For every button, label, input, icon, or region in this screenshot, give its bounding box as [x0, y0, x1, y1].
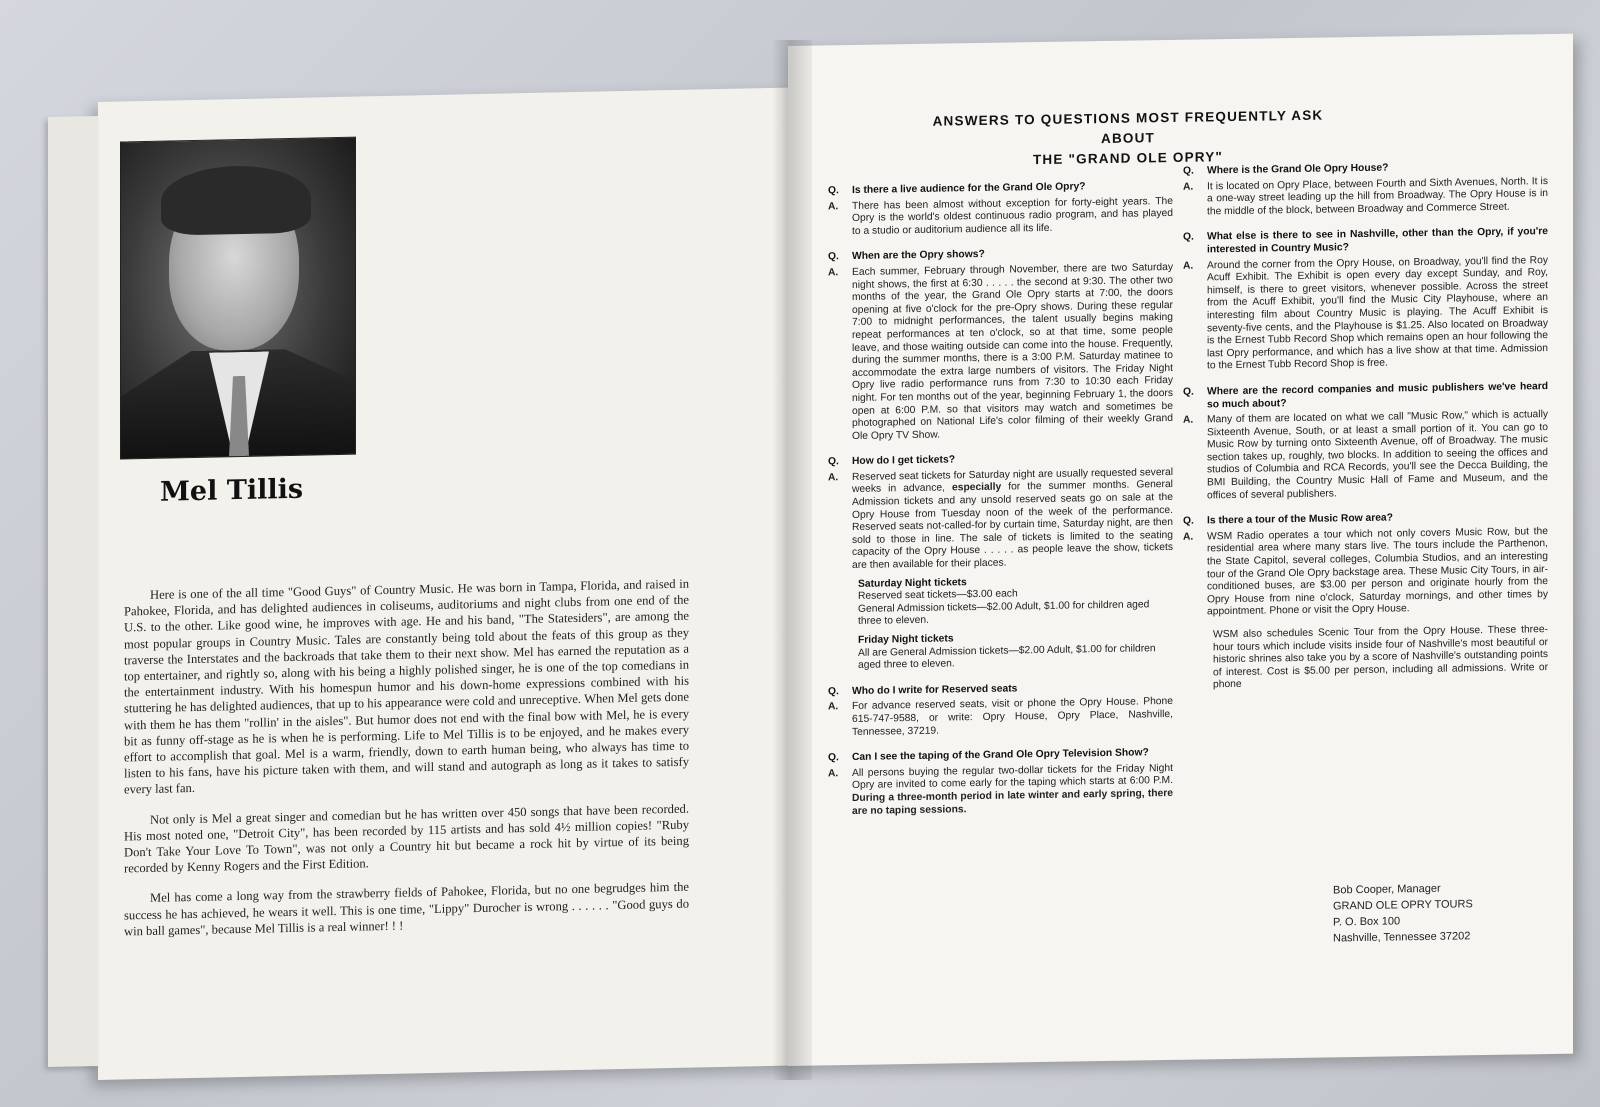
portrait-photo — [120, 137, 356, 460]
biography-text — [124, 576, 689, 954]
faq-item: Q. Where are the record companies and music publishers we've heard so much about? A. Many of them are located on what we call "Music Row," which is actually Sixteenth Avenue, South, or at least a small portion of it. You can go to Music Row by turning onto Sixteenth Avenue, off of Broadway. The music section takes up, roughly, two blocks. In addition to seeing the offices and studios of Columbia and RCA Records, you'll see the Decca Building, the BMI Building, the Country Music Hall of Fame and Museum, and the offices of several publishers. — [1183, 380, 1548, 502]
signature-block: Bob Cooper, Manager GRAND OLE OPRY TOURS P. O. Box 100 Nashville, Tennessee 37202 — [1333, 882, 1473, 945]
friday-prices: Friday Night tickets All are General Admission tickets—$2.00 Adult, $1.00 for children aged three to eleven. — [858, 633, 1156, 672]
faq-item-tickets: Q. How do I get tickets? A. Reserved seat tickets for Saturday night are usually requested several weeks in advance, especially for the summer months. General Admission tickets and any unsold reserved seats go on sale at the Opry House from Tuesday noon of the week of the performance. Reserved seats not-called-for by curtain time, Saturday night, are then sold to those in line. The sale of tickets is limited to the seating capacity of the Opry House . . . . . as people leave the show, tickets are then available for their places. Saturday Night tickets Reserved seat tickets—$3.00 each General Admission tickets—$2.00 Adult, $1.00 for children aged three to eleven. Friday Night tickets All are General Admission tickets—$2.00 Adult, $1.00 for children aged three to eleven. — [828, 451, 1173, 673]
faq-item: Q. Is there a live audience for the Grand Ole Opry? A. There has been almost without exception for forty-eight years. The Opry is the world's oldest continuous radio program, and has played to a studio or auditorium audience all its life. — [828, 181, 1173, 237]
question-text: Is there a live audience for the Grand Ole Opry? — [852, 181, 1086, 196]
answer-text: All persons buying the regular two-dollar tickets for the Friday Night Opry are invited to come early for the taping which starts at 6:00 P.M. During a three-month period in late winter and early spring, there are no taping sessions. — [852, 762, 1173, 817]
right-page — [788, 34, 1573, 1066]
answer-text: For advance reserved seats, visit or phone the Opry House. Phone 615-747-9588, or write: Opry House, Opry Place, Nashville, Tennessee, 37219. — [852, 696, 1173, 738]
answer-text: There has been almost without exception for forty-eight years. The Opry is the world's oldest continuous radio program, and has played to a studio or auditorium audience all its life. — [852, 195, 1173, 237]
faq-item-taping: Q. Can I see the taping of the Grand Ole Opry Television Show? A. All persons buying the regular two-dollar tickets for the Friday Night Opry are invited to come early for the taping which starts at 6:00 P.M. During a three-month period in late winter and early spring, there are no taping sessions. — [828, 747, 1173, 817]
binding-gutter — [772, 40, 812, 1080]
saturday-prices: Saturday Night tickets Reserved seat tickets—$3.00 each General Admission tickets—$2.00 Adult, $1.00 for children aged three to eleven. — [858, 576, 1150, 628]
question-text: When are the Opry shows? — [852, 249, 985, 263]
booklet-spread — [18, 40, 1583, 1080]
artist-name-heading: Mel Tillis — [160, 473, 304, 508]
bio-paragraph: Mel has come a long way from the strawberry fields of Pahokee, Florida, but no one begrudges him the success he has achieved, he wears it well. This is one time, "Lippy" Durocher is wrong . . . . . . "Good guys do win ball games", because Mel Tillis is a real winner! ! ! — [124, 880, 689, 939]
question-text: Where are the record companies and music publishers we've heard so much about? — [1207, 380, 1548, 410]
answer-text: Many of them are located on what we call "Music Row," which is actually Sixteenth Avenue, South, or at least a small portion of it. You can go to Music Row by turning onto Sixteenth Avenue, off of Broadway. The music section takes up, roughly, two blocks. In addition to seeing the offices and studios of Columbia and RCA Records, you'll see the Decca Building, the BMI Building, the Country Music Hall of Fame and Museum, and the offices of several publishers. — [1207, 409, 1548, 502]
faq-item: Q. When are the Opry shows? A. Each summer, February through November, there are two Saturday night shows, the first at 6:30 . . . . . the second at 9:30. The other two months of the year, the Grand Ole Opry starts at 7:00, the doors opening at five o'clock for the pre-Opry shows. During these regular 7:00 to midnight performances, the talent usually begins making repeat performances at ten o'clock, so at that time, some people leave, and those waiting outside can come into the house. Frequently, during the summer months, there is a 3:00 P.M. Saturday matinee to accommodate the extra large numbers of visitors. The Friday Night Opry live radio performance runs from 7:30 to 10:30 each Friday night. For ten months out of the year, beginning February 1, the doors open at 6:00 P.M. so that visitors may watch and sometimes be photographed on National Life's color filming of their weekly Grand Ole Opry TV Show. — [828, 246, 1173, 443]
answer-text: It is located on Opry Place, between Fourth and Sixth Avenues, North. It is a one-way street leading up the hill from Broadway. The Opry House is in the middle of the block, between Broadway and Commerce Street. — [1207, 175, 1548, 218]
faq-item: Q. Where is the Grand Ole Opry House? A. It is located on Opry Place, between Fourth and Sixth Avenues, North. It is a one-way street leading up the hill from Broadway. The Opry House is in the middle of the block, between Broadway and Commerce Street. — [1183, 160, 1548, 219]
question-text: Who do I write for Reserved seats — [852, 683, 1018, 697]
scenic-tour-text: WSM also schedules Scenic Tour from the Opry House. These three-hour tours which include visits inside four of Nashville's most beautiful or historic shrines also take you by a score of Nashville's outstanding points of interest. Cost is $5.00 per person, including all admissions. Write or phone — [1213, 624, 1548, 691]
answer-text: WSM Radio operates a tour which not only covers Music Row, but the residential area where many stars live. The tours include the Parthenon, the State Capitol, several colleges, Columbia Studios, and an interesting tour of the Grand Ole Opry backstage area. These Music City Tours, in air-conditioned buses, are $3.00 per person and originate hourly from the Opry House from nine o'clock, Saturday mornings, and other times by appointment. Phone or visit the Opry House. — [1207, 525, 1548, 618]
faq-column-left — [828, 180, 1173, 832]
question-text: Can I see the taping of the Grand Ole Opry Television Show? — [852, 747, 1149, 764]
bio-paragraph: Here is one of the all time "Good Guys" of Country Music. He was born in Tampa, Florida, and raised in Pahokee, Florida, and has delighted audiences in coliseums, auditoriums and night clubs from one end of the U.S. to the other. Like good wine, he improves with age. He and his band, "The Statesiders", are among the most popular groups in Country Music. Tales are constantly being told about the feats of this group as they traverse the Interstates and the backroads that take them to their next show. Mel has earned the reputation as a top entertainer, and rightly so, along with his being a highly polished singer, he is one of the top comedians in the entertainment industry. With his homespun humor and his down-home expressions combined with his stuttering he has delighted audiences, that up to his appearance were cold and unreceptive. When Mel gets done with them he has them "rollin' in the aisles". But humor does not end with the final bow with Mel, he is every bit as funny off-stage as he is when he is performing. Life to Mel Tillis is to be enjoyed, and he makes every effort to accomplish that goal. Mel is a warm, friendly, down to earth human being, who always has time to listen to his fans, have his picture taken with them, and will stand and autograph as long as it takes to satisfy every last fan. — [124, 576, 689, 797]
question-text: Where is the Grand Ole Opry House? — [1207, 162, 1389, 177]
bio-paragraph: Not only is Mel a great singer and comedian but he has written over 450 songs that have been recorded. His most noted one, "Detroit City", has been recorded by 115 artists and has sold 4½ million copies! "Ruby Don't Take Your Love To Town", was not only a Country hit but became a rock hit by virtue of its being recorded by Kenny Rogers and the First Edition. — [124, 801, 689, 876]
answer-text: Around the corner from the Opry House, on Broadway, you'll find the Roy Acuff Exhibit. The Exhibit is open every day except Sunday, and Roy, himself, is there to greet visitors, whenever possible. Across the street from the Acuff Exhibit, you'll find the Music City Playhouse, where an interesting film about Country Music is playing. The Acuff Exhibit is seventy-five cents, and the Playhouse is $1.25. Also located on Broadway is the Ernest Tubb Record Shop which remains open an hour following the last Opry performance, and which has a live show at that time. Admission to the Ernest Tubb Record Shop is free. — [1207, 254, 1548, 372]
left-page — [98, 87, 798, 1080]
question-text: Is there a tour of the Music Row area? — [1207, 512, 1393, 527]
faq-item: Q. Is there a tour of the Music Row area? A. WSM Radio operates a tour which not only covers Music Row, but the residential area where many stars live. The tours include the Parthenon, the State Capitol, several colleges, Columbia Studios, and an interesting tour of the Grand Ole Opry backstage area. These Music City Tours, in air-conditioned buses, are $3.00 per person and originate hourly from the Opry House from nine o'clock, Saturday mornings, and other times by appointment. Phone or visit the Opry House. WSM also schedules Scenic Tour from the Opry House. These three-hour tours which include visits inside four of Nashville's most beautiful or historic shrines also take you by a score of Nashville's outstanding points of interest. Cost is $5.00 per person, including all admissions. Write or phone — [1183, 510, 1548, 692]
question-text: How do I get tickets? — [852, 454, 955, 468]
faq-column-right — [1183, 160, 1548, 706]
faq-title: ANSWERS TO QUESTIONS MOST FREQUENTLY ASK ABOUT THE "GRAND OLE OPRY" — [932, 107, 1324, 168]
faq-item: Q. What else is there to see in Nashville, other than the Opry, if you're interested in Country Music? A. Around the corner from the Opry House, on Broadway, you'll find the Roy Acuff Exhibit. The Exhibit is open every day except Sunday, and Roy, himself, is there to greet visitors, whenever possible. Across the street from the Acuff Exhibit, you'll find the Music City Playhouse, where an interesting film about Country Music is playing. The Acuff Exhibit is seventy-five cents, and the Playhouse is $1.25. Also located on Broadway is the Ernest Tubb Record Shop which remains open an hour following the last Opry performance, and which has a live show at that time. Admission to the Ernest Tubb Record Shop is free. — [1183, 226, 1548, 372]
faq-item-reserved: Q. Who do I write for Reserved seats A. For advance reserved seats, visit or phone the Opry House. Phone 615-747-9588, or write: Opry House, Opry Place, Nashville, Tennessee, 37219. — [828, 681, 1173, 740]
answer-text: Reserved seat tickets for Saturday night are usually requested several weeks in advance, especially for the summer months. General Admission tickets and any unsold reserved seats go on sale at the Opry House from Tuesday noon of the week of the performance. Reserved seats not-called-for by curtain time, Saturday night, are then sold to those in line. The sale of tickets is limited to the seating capacity of the Opry House . . . . . as people leave the show, tickets are then available for their places. — [852, 466, 1173, 572]
answer-text: Each summer, February through November, there are two Saturday night shows, the first at 6:30 . . . . . the second at 9:30. The other two months of the year, the Grand Ole Opry starts at 7:00, the doors opening at five o'clock for the pre-Opry shows. During these regular 7:00 to midnight performances, the talent usually begins making repeat performances at ten o'clock, so at that time, some people leave, and those waiting outside can come into the house. Frequently, during the summer months, there is a 3:00 P.M. Saturday matinee to accommodate the extra large numbers of visitors. The Friday Night Opry live radio performance runs from 7:30 to 10:30 each Friday night. For ten months out of the year, beginning February 1, the doors open at 6:00 P.M. so that visitors may watch and sometimes be photographed on National Life's color filming of their weekly Grand Ole Opry TV Show. — [852, 261, 1173, 442]
question-text: What else is there to see in Nashville, other than the Opry, if you're interested in Country Music? — [1207, 226, 1548, 256]
